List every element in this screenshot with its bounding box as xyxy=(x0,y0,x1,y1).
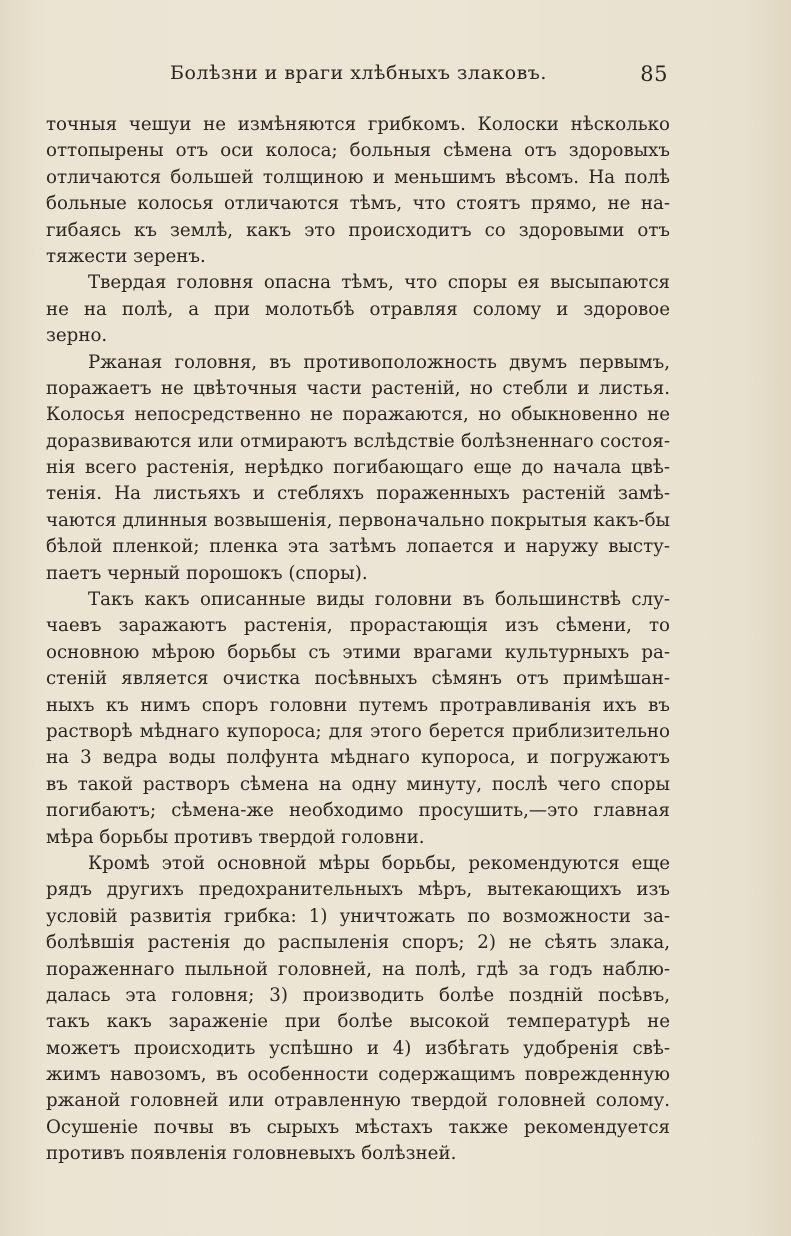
text-line: тяжести зеренъ. xyxy=(46,245,206,267)
text-line: Кромѣ этой основной мѣры борьбы, рекомендуются еще xyxy=(88,852,670,874)
running-header xyxy=(170,62,668,94)
text-line: отличаются большей толщиною и меньшимъ вѣсомъ. На полѣ xyxy=(46,166,670,188)
text-line: больные колосья отличаются тѣмъ, что стоятъ прямо, не на- xyxy=(46,193,670,215)
page-number: 85 xyxy=(640,62,668,86)
text-line: паетъ черный порошокъ (споры). xyxy=(46,562,368,584)
text-line: точныя чешуи не измѣняются грибкомъ. Колоски нѣсколько xyxy=(46,114,670,135)
text-line: противъ появленія головневыхъ болѣзней. xyxy=(46,1143,457,1165)
text-line: Ржаная головня, въ противоположность двумъ первымъ, xyxy=(88,351,670,373)
text-line: далась эта головня; 3) производить болѣе поздній посѣвъ, xyxy=(46,984,670,1006)
text-line: Твердая головня опасна тѣмъ, что споры ея высыпаются xyxy=(88,272,670,294)
text-line: Такъ какъ описанные виды головни въ большинствѣ слу- xyxy=(88,589,670,611)
text-line: болѣвшія растенія до распыленія споръ; 2) не сѣять злака, xyxy=(46,932,670,954)
text-line: нія всего растенія, нерѣдко погибающаго еще до начала цвѣ- xyxy=(46,457,670,479)
text-line: на 3 ведра воды полфунта мѣднаго купороса, и погружаютъ xyxy=(46,747,670,769)
text-line: стеній является очистка посѣвныхъ сѣмянъ отъ примѣшан- xyxy=(46,668,670,690)
text-line: пораженнаго пыльной головней, на полѣ, гдѣ за годъ наблю- xyxy=(46,958,670,980)
text-line: бѣлой пленкой; пленка эта затѣмъ лопается и наружу высту- xyxy=(46,536,670,558)
text-line: ржаной головней или отравленную твердой головней солому. xyxy=(46,1090,670,1112)
text-line: такъ какъ зараженіе при болѣе высокой температурѣ не xyxy=(46,1011,670,1033)
text-line: тенія. На листьяхъ и стебляхъ пораженныхъ растеній замѣ- xyxy=(46,483,670,505)
text-line: доразвиваются или отмираютъ вслѣдствіе болѣзненнаго состоя- xyxy=(46,430,670,452)
text-line: чаевъ заражаютъ растенія, прорастающія изъ сѣмени, то xyxy=(46,615,670,637)
text-line: жимъ навозомъ, въ особенности содержащимъ поврежденную xyxy=(46,1064,670,1086)
text-line: погибаютъ; сѣмена-же необходимо просушить,—это главная xyxy=(46,800,670,822)
text-line: оттопырены отъ оси колоса; больныя сѣмена отъ здоровыхъ xyxy=(46,140,670,162)
text-line: основною мѣрою борьбы съ этими врагами культурныхъ ра- xyxy=(46,641,670,663)
text-line: зерно. xyxy=(46,325,108,347)
text-line: въ такой растворъ сѣмена на одну минуту, послѣ чего споры xyxy=(46,773,670,795)
text-line: растворѣ мѣднаго купороса; для этого берется приблизительно xyxy=(46,720,670,742)
text-line: не на полѣ, а при молотьбѣ отравляя солому и здоровое xyxy=(46,298,670,320)
text-line: поражаетъ не цвѣточныя части растеній, но стебли и листья. xyxy=(46,377,670,399)
text-line: чаются длинныя возвышенія, первоначально покрытыя какъ-бы xyxy=(46,509,670,531)
text-line: мѣра борьбы противъ твердой головни. xyxy=(46,826,425,848)
text-line: условій развитія грибка: 1) уничтожать по возможности за- xyxy=(46,905,670,927)
text-line: гибаясь къ землѣ, какъ это происходитъ со здоровыми отъ xyxy=(46,219,670,241)
text-line: ныхъ къ нимъ споръ головни путемъ протравливанія ихъ въ xyxy=(46,694,670,716)
text-line: рядъ другихъ предохранительныхъ мѣръ, вытекающихъ изъ xyxy=(46,879,670,901)
text-line: можетъ происходить успѣшно и 4) избѣгать удобренія свѣ- xyxy=(46,1037,670,1059)
text-line: Осушеніе почвы въ сырыхъ мѣстахъ также рекомендуется xyxy=(46,1116,670,1138)
text-line: Колосья непосредственно не поражаются, но обыкновенно не xyxy=(46,404,670,426)
body-text xyxy=(46,112,670,1168)
running-title: Болѣзни и враги хлѣбныхъ злаковъ. xyxy=(170,62,547,84)
